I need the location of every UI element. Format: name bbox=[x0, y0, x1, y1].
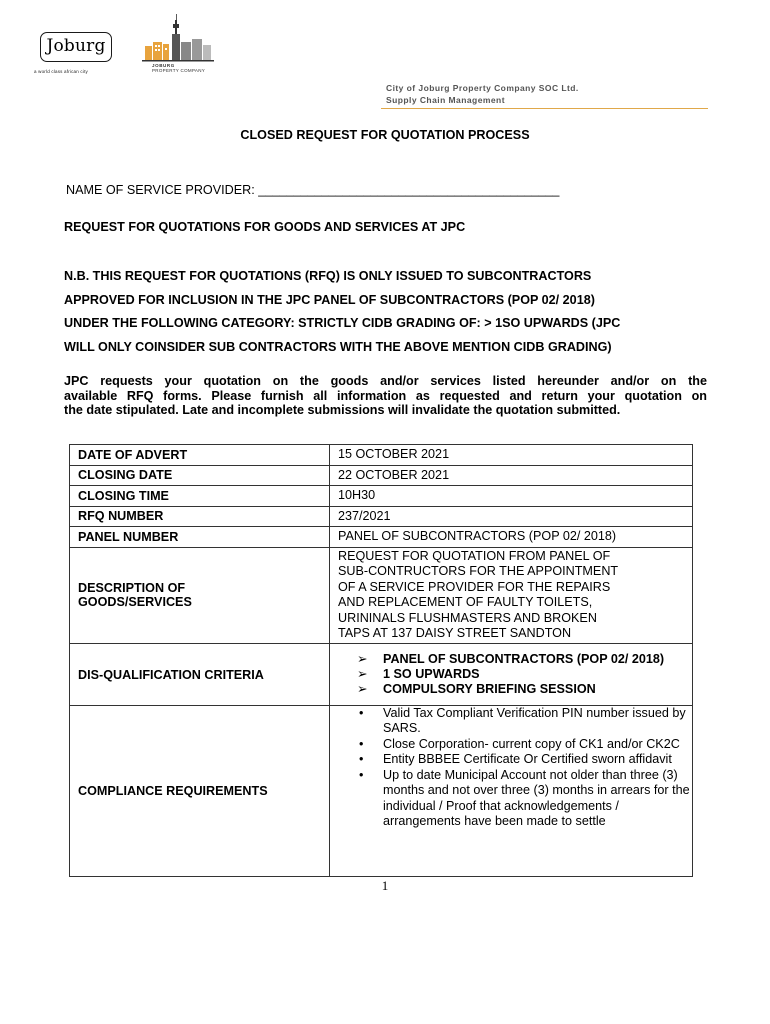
compliance-label: COMPLIANCE REQUIREMENTS bbox=[70, 706, 330, 877]
rfq-details-table bbox=[69, 444, 693, 877]
description-line: SUB-CONTRUCTORS FOR THE APPOINTMENT bbox=[338, 564, 619, 579]
description-value bbox=[330, 547, 693, 644]
description-label bbox=[70, 547, 330, 644]
document-title: CLOSED REQUEST FOR QUOTATION PROCESS bbox=[240, 128, 530, 142]
description-line: OF A SERVICE PROVIDER FOR THE REPAIRS bbox=[338, 579, 611, 594]
arrow-bullet-icon: ➢ bbox=[357, 652, 368, 667]
panel-number-value: PANEL OF SUBCONTRACTORS (POP 02/ 2018) bbox=[330, 527, 693, 548]
compliance-item: Close Corporation- current copy of CK1 and/or CK2C bbox=[383, 736, 680, 751]
bullet-icon: • bbox=[359, 752, 364, 767]
closing-time-label: CLOSING TIME bbox=[70, 486, 330, 507]
department-name: Supply Chain Management bbox=[386, 94, 505, 105]
table-row bbox=[70, 706, 693, 877]
description-label-line: GOODS/SERVICES bbox=[78, 595, 192, 610]
table-row bbox=[70, 527, 693, 548]
list-item bbox=[338, 667, 692, 682]
nb-line: UNDER THE FOLLOWING CATEGORY: STRICTLY CIDB GRADING OF: > 1SO UPWARDS (JPC bbox=[64, 316, 621, 330]
jpc-name-line1: JOBURG bbox=[152, 63, 175, 68]
joburg-tagline: a world class african city bbox=[34, 69, 88, 74]
compliance-list bbox=[338, 706, 692, 829]
closing-date-label: CLOSING DATE bbox=[70, 465, 330, 486]
rfq-number-value: 237/2021 bbox=[330, 506, 693, 527]
intro-line: the date stipulated. Late and incomplete submissions will invalidate the quotation submitted. bbox=[64, 403, 621, 417]
nb-notice bbox=[64, 265, 724, 359]
rfq-number-label: RFQ NUMBER bbox=[70, 506, 330, 527]
disqualification-item: PANEL OF SUBCONTRACTORS (POP 02/ 2018) bbox=[383, 652, 665, 667]
bullet-icon: • bbox=[359, 767, 364, 782]
intro-line: available RFQ forms. Please furnish all information as requested and return your quotation on bbox=[64, 388, 707, 403]
panel-number-label: PANEL NUMBER bbox=[70, 527, 330, 548]
list-item bbox=[338, 752, 692, 767]
list-item bbox=[338, 737, 692, 752]
disqualification-list bbox=[338, 652, 692, 697]
date-of-advert-value: 15 OCTOBER 2021 bbox=[330, 445, 693, 466]
description-line: REQUEST FOR QUOTATION FROM PANEL OF bbox=[338, 548, 611, 563]
bullet-icon: • bbox=[359, 736, 364, 751]
table-row bbox=[70, 445, 693, 466]
list-item bbox=[338, 706, 692, 737]
nb-line: WILL ONLY COINSIDER SUB CONTRACTORS WITH THE ABOVE MENTION CIDB GRADING) bbox=[64, 339, 612, 354]
closing-date-value: 22 OCTOBER 2021 bbox=[330, 465, 693, 486]
compliance-item: Entity BBBEE Certificate Or Certified sworn affidavit bbox=[383, 752, 672, 767]
company-name: City of Joburg Property Company SOC Ltd. bbox=[386, 83, 579, 93]
joburg-logo-text: Joburg bbox=[40, 32, 112, 62]
jpc-logo bbox=[142, 14, 218, 76]
arrow-bullet-icon: ➢ bbox=[357, 682, 368, 697]
description-line: AND REPLACEMENT OF FAULTY TOILETS, bbox=[338, 595, 593, 610]
jpc-name bbox=[152, 63, 205, 73]
nb-line: N.B. THIS REQUEST FOR QUOTATIONS (RFQ) IS ONLY ISSUED TO SUBCONTRACTORS bbox=[64, 269, 592, 283]
intro-line: JPC requests your quotation on the goods and/or services listed hereunder and/or on the bbox=[64, 374, 707, 388]
intro-paragraph bbox=[64, 374, 707, 418]
joburg-logo bbox=[40, 24, 114, 64]
description-line: URININALS FLUSHMASTERS AND BROKEN bbox=[338, 610, 597, 625]
company-header bbox=[386, 83, 579, 106]
table-row bbox=[70, 547, 693, 644]
arrow-bullet-icon: ➢ bbox=[357, 667, 368, 682]
list-item bbox=[338, 682, 692, 697]
table-row bbox=[70, 644, 693, 706]
service-provider-line: NAME OF SERVICE PROVIDER: ___________________________________________ bbox=[66, 183, 560, 197]
compliance-item: Up to date Municipal Account not older than three (3) months and not over three (3) months in arrears for the individual / Proof that acknowledgements / arrangements have been made to settle bbox=[383, 767, 690, 828]
page-number: 1 bbox=[381, 878, 389, 893]
nb-line: APPROVED FOR INCLUSION IN THE JPC PANEL OF SUBCONTRACTORS (POP 02/ 2018) bbox=[64, 292, 595, 307]
disqualification-item: COMPULSORY BRIEFING SESSION bbox=[383, 682, 596, 697]
compliance-value bbox=[330, 706, 693, 877]
closing-time-value: 10H30 bbox=[330, 486, 693, 507]
jpc-name-line2: PROPERTY COMPANY bbox=[152, 68, 206, 73]
description-line: TAPS AT 137 DAISY STREET SANDTON bbox=[338, 626, 572, 641]
compliance-item: Valid Tax Compliant Verification PIN number issued by SARS. bbox=[383, 706, 686, 736]
date-of-advert-label: DATE OF ADVERT bbox=[70, 445, 330, 466]
section-title: REQUEST FOR QUOTATIONS FOR GOODS AND SERVICES AT JPC bbox=[64, 220, 466, 234]
table-row bbox=[70, 506, 693, 527]
header-divider bbox=[381, 108, 708, 109]
disqualification-item: 1 SO UPWARDS bbox=[383, 667, 480, 682]
disqualification-value bbox=[330, 644, 693, 706]
list-item bbox=[338, 652, 692, 667]
table-row bbox=[70, 465, 693, 486]
disqualification-label: DIS-QUALIFICATION CRITERIA bbox=[70, 644, 330, 706]
description-label-line: DESCRIPTION OF bbox=[78, 581, 186, 596]
list-item bbox=[338, 768, 692, 830]
skyline-icon bbox=[142, 14, 218, 64]
bullet-icon: • bbox=[359, 706, 364, 721]
table-row bbox=[70, 486, 693, 507]
